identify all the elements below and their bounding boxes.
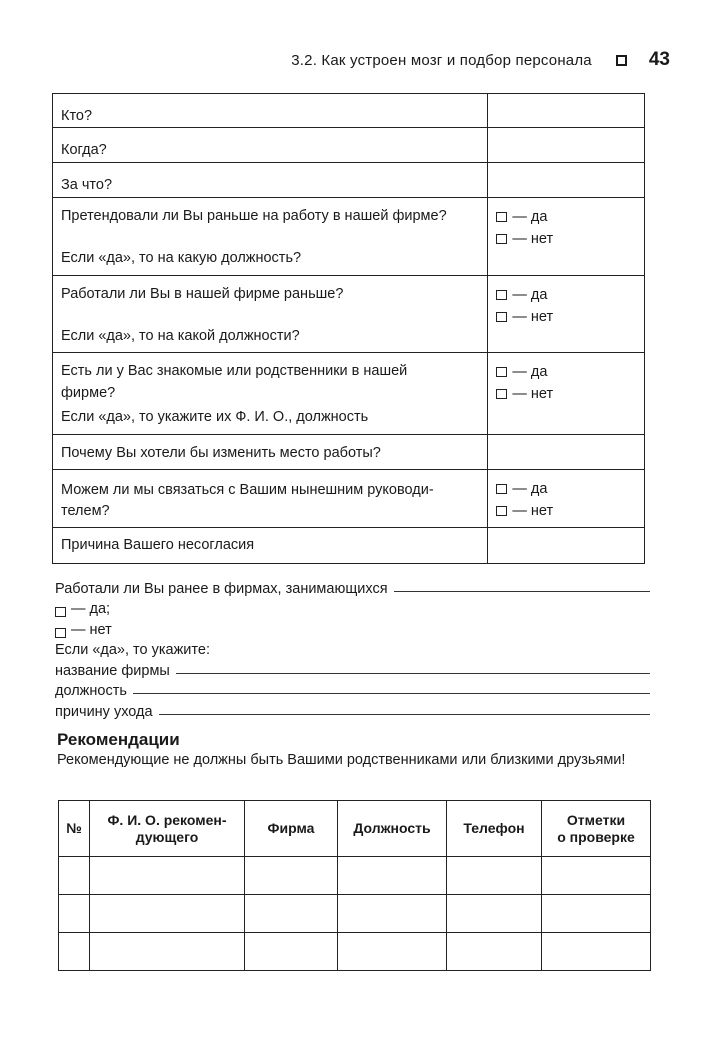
- table-cell[interactable]: [59, 933, 90, 971]
- table-cell[interactable]: [542, 933, 651, 971]
- table-cell[interactable]: [90, 895, 245, 933]
- section-title: Рекомендации: [57, 730, 180, 749]
- leave-reason-line[interactable]: [159, 714, 650, 715]
- option-yes[interactable]: [496, 361, 636, 383]
- option-no-label: — нет: [512, 386, 554, 402]
- table-cell[interactable]: [245, 895, 338, 933]
- table-row: [53, 435, 645, 470]
- leave-reason-label: причину ухода: [55, 703, 153, 720]
- position-line[interactable]: [133, 693, 650, 694]
- table-cell[interactable]: [59, 895, 90, 933]
- column-header-name-line1: Ф. И. О. рекомен-: [107, 811, 227, 828]
- table-row: [59, 895, 651, 933]
- column-header-phone: Телефон: [447, 801, 542, 857]
- answer-options: [488, 276, 645, 353]
- question-contact-manager-cont: телем?: [61, 503, 110, 519]
- checkbox-icon[interactable]: [496, 312, 507, 322]
- previous-work-question: [55, 576, 650, 597]
- table-cell[interactable]: [447, 895, 542, 933]
- table-row: [59, 857, 651, 895]
- questionnaire-table: [52, 93, 645, 564]
- table-cell[interactable]: [447, 933, 542, 971]
- question-cell: [53, 128, 488, 163]
- column-header-name: [90, 801, 245, 857]
- question-cell: [53, 528, 488, 564]
- if-yes-label: Если «да», то укажите:: [55, 642, 210, 658]
- table-cell[interactable]: [542, 895, 651, 933]
- table-row: [53, 470, 645, 528]
- question-applied-position: Если «да», то на какую должность?: [61, 250, 302, 266]
- question-cell: [53, 276, 488, 353]
- if-yes-line: [55, 638, 650, 659]
- answer-line[interactable]: [394, 591, 650, 592]
- question-cell: [53, 94, 488, 128]
- table-row: [53, 276, 645, 353]
- square-bullet-icon: [616, 55, 627, 66]
- column-header-name-line2: дующего: [135, 828, 199, 845]
- option-yes-label: — да: [512, 209, 548, 225]
- question-cell: [53, 353, 488, 435]
- table-cell[interactable]: [59, 857, 90, 895]
- table-cell[interactable]: [245, 933, 338, 971]
- answer-field[interactable]: [488, 128, 645, 163]
- column-header-check-line2: о проверке: [557, 828, 635, 845]
- option-no[interactable]: [496, 306, 636, 328]
- question-contact-manager: Можем ли мы связаться с Вашим нынешним руководи-: [61, 482, 434, 498]
- question-worked-position: Если «да», то на какой должности?: [61, 328, 300, 344]
- table-header-row: [59, 801, 651, 857]
- checkbox-icon[interactable]: [496, 212, 507, 222]
- table-cell[interactable]: [447, 857, 542, 895]
- running-title: 3.2. Как устроен мозг и подбор персонала: [291, 51, 592, 69]
- option-yes-label: — да;: [71, 601, 111, 617]
- question-why-change: Почему Вы хотели бы изменить место работы?: [61, 445, 381, 461]
- question-when: Когда?: [61, 142, 107, 158]
- table-cell[interactable]: [542, 857, 651, 895]
- table-row: [59, 933, 651, 971]
- checkbox-icon[interactable]: [496, 389, 507, 399]
- previous-work-block: [55, 576, 650, 720]
- table-row: [53, 353, 645, 435]
- answer-field[interactable]: [488, 528, 645, 564]
- page-number: 43: [648, 49, 670, 70]
- checkbox-icon[interactable]: [496, 506, 507, 516]
- checkbox-icon[interactable]: [496, 234, 507, 244]
- company-name-line[interactable]: [176, 673, 650, 674]
- option-no-label: — нет: [71, 621, 112, 638]
- option-no[interactable]: [496, 383, 636, 405]
- option-yes[interactable]: [496, 284, 636, 306]
- question-relatives-names: Если «да», то укажите их Ф. И. О., должность: [61, 409, 369, 425]
- checkbox-icon[interactable]: [496, 367, 507, 377]
- table-row: [53, 163, 645, 198]
- question-relatives-cont: фирме?: [61, 385, 116, 401]
- table-row: [53, 528, 645, 564]
- section-note: Рекомендующие не должны быть Вашими родственниками или близкими друзьями!: [57, 752, 626, 768]
- checkbox-icon[interactable]: [55, 628, 66, 638]
- question-who: Кто?: [61, 108, 93, 124]
- option-yes[interactable]: [55, 597, 650, 618]
- company-name-row: [55, 658, 650, 679]
- answer-field[interactable]: [488, 94, 645, 128]
- column-header-number: №: [59, 801, 90, 857]
- option-no[interactable]: [55, 617, 650, 638]
- option-yes-label: — да: [512, 364, 548, 380]
- checkbox-icon[interactable]: [496, 290, 507, 300]
- question-for-what: За что?: [61, 177, 113, 193]
- table-row: [53, 128, 645, 163]
- option-yes[interactable]: [496, 478, 636, 500]
- table-cell[interactable]: [338, 857, 447, 895]
- question-cell: [53, 435, 488, 470]
- checkbox-icon[interactable]: [55, 607, 66, 617]
- column-header-company: Фирма: [245, 801, 338, 857]
- option-no[interactable]: [496, 500, 636, 522]
- question-applied-before: Претендовали ли Вы раньше на работу в нашей фирме?: [61, 208, 447, 224]
- table-cell[interactable]: [338, 895, 447, 933]
- references-table: [58, 800, 651, 971]
- answer-options: [488, 198, 645, 276]
- column-header-check-line1: Отметки: [566, 811, 626, 828]
- table-row: [53, 198, 645, 276]
- position-row: [55, 679, 650, 700]
- answer-options: [488, 353, 645, 435]
- leave-reason-row: [55, 699, 650, 720]
- option-no[interactable]: [496, 228, 636, 250]
- previous-work-label: Работали ли Вы ранее в фирмах, занимающихся: [55, 580, 388, 597]
- company-name-label: название фирмы: [55, 662, 170, 679]
- running-header: [230, 48, 670, 72]
- table-cell[interactable]: [245, 857, 338, 895]
- question-cell: [53, 163, 488, 198]
- question-cell: [53, 198, 488, 276]
- answer-field[interactable]: [488, 435, 645, 470]
- question-worked-here: Работали ли Вы в нашей фирме раньше?: [61, 286, 344, 302]
- position-label: должность: [55, 683, 127, 699]
- answer-field[interactable]: [488, 163, 645, 198]
- question-disagreement-reason: Причина Вашего несогласия: [61, 537, 255, 553]
- option-yes-label: — да: [512, 481, 548, 497]
- answer-options: [488, 470, 645, 528]
- option-no-label: — нет: [512, 309, 554, 325]
- option-no-label: — нет: [512, 231, 554, 247]
- checkbox-icon[interactable]: [496, 484, 507, 494]
- column-header-check: [542, 801, 651, 857]
- table-cell[interactable]: [90, 857, 245, 895]
- table-cell[interactable]: [90, 933, 245, 971]
- option-yes-label: — да: [512, 287, 548, 303]
- option-no-label: — нет: [512, 503, 554, 519]
- option-yes[interactable]: [496, 206, 636, 228]
- table-cell[interactable]: [338, 933, 447, 971]
- column-header-position: Должность: [338, 801, 447, 857]
- question-cell: [53, 470, 488, 528]
- table-row: [53, 94, 645, 128]
- question-relatives: Есть ли у Вас знакомые или родственники в нашей: [61, 363, 408, 379]
